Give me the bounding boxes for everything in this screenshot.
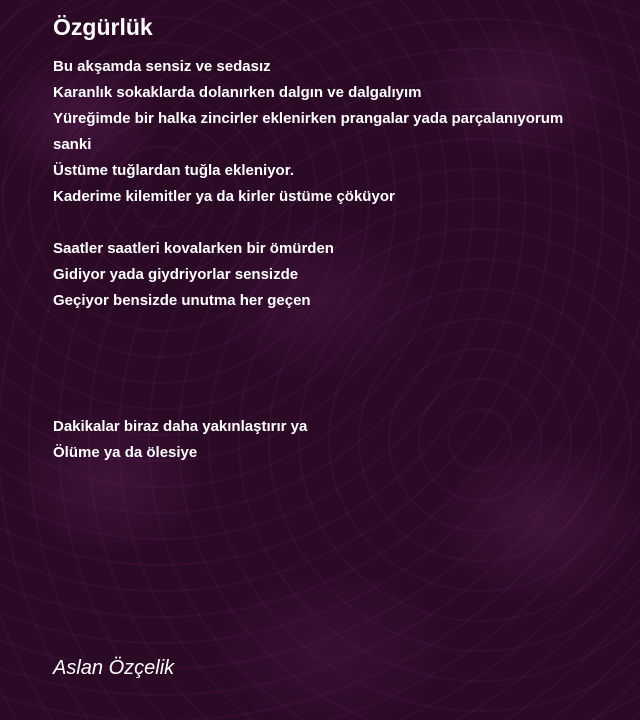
poem-line: Ölüme ya da ölesiye xyxy=(53,444,198,461)
stanza-2 xyxy=(53,236,613,314)
stanza-gap xyxy=(53,210,613,236)
poem-line: Geçiyor bensizde unutma her geçen xyxy=(53,292,311,309)
poem-author: Aslan Özçelik xyxy=(53,657,175,679)
poem-title: Özgürlük xyxy=(53,14,153,40)
stanza-3 xyxy=(53,414,613,466)
stanza-1 xyxy=(53,54,613,210)
stanza-gap xyxy=(53,314,613,414)
poem-line: Dakikalar biraz daha yakınlaştırır ya xyxy=(53,418,308,435)
poem-line: Kaderime kilemitler ya da kirler üstüme çöküyor xyxy=(53,188,395,205)
poem-line: sanki xyxy=(53,136,92,153)
poem-container xyxy=(53,12,613,466)
poem-line: Karanlık sokaklarda dolanırken dalgın ve dalgalıyım xyxy=(53,84,422,101)
poem-line: Yüreğimde bir halka zincirler eklenirken prangalar yada parçalanıyorum xyxy=(53,110,564,127)
poem-line: Üstüme tuğlardan tuğla ekleniyor. xyxy=(53,162,294,179)
poem-line: Gidiyor yada giydriyorlar sensizde xyxy=(53,266,299,283)
poem-line: Bu akşamda sensiz ve sedasız xyxy=(53,58,271,75)
poem-line: Saatler saatleri kovalarken bir ömürden xyxy=(53,240,334,257)
